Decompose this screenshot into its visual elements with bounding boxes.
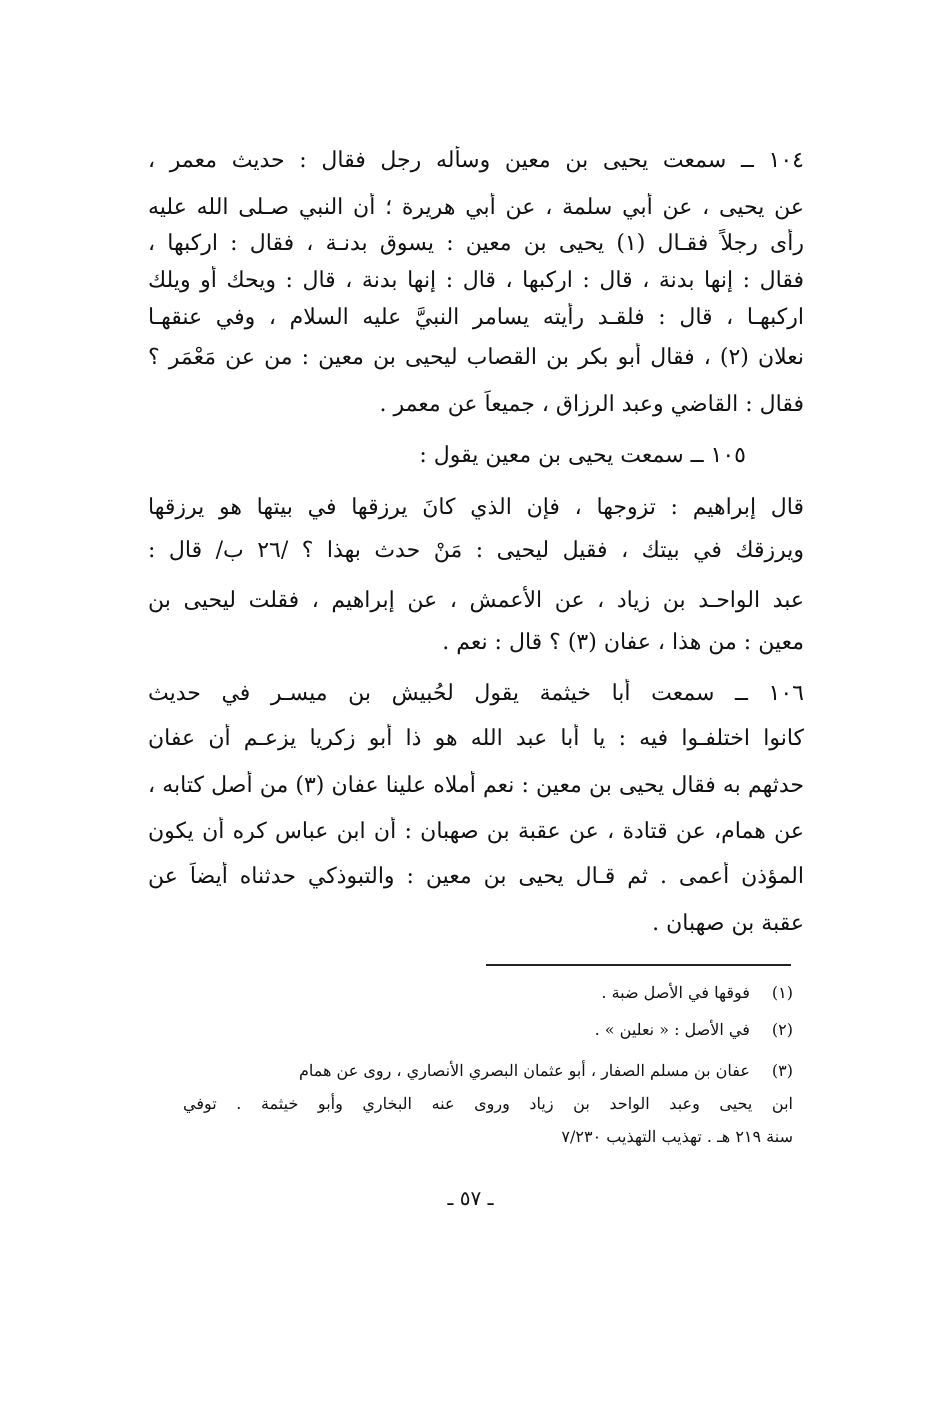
footnote-1 (143, 982, 793, 1004)
text-line: عبد الواحـد بن زياد ، عن الأعمش ، عن إبراهيم ، فقلت ليحيى بن (148, 588, 804, 613)
footnote-number: (١) (771, 983, 793, 1002)
text-line: معين : من هذا ، عفان (٣) ؟ قال : نعم . (442, 630, 804, 655)
main-text (148, 0, 804, 960)
text-line: كانوا اختلفـوا فيه : يا أبا عبد الله هو ذا أبو زكريا يزعـم أن عفان (148, 726, 804, 751)
text-line: اركبهـا ، قال : فلقـد رأيته يسامر النبيَّ عليه السلام ، وفي عنقهـا (148, 305, 804, 330)
text-line: ١٠٦ ــ سمعت أبا خيثمة يقول لحُبيش بن ميسـر في حديث (148, 681, 804, 706)
text-line: ١٠٤ ــ سمعت يحيى بن معين وسأله رجل فقال : حديث معمر ، (148, 148, 804, 173)
text-line: رأى رجلاً فقـال (١) يحيى بن معين : يسوق بدنـة ، فقال : اركبها ، (148, 231, 804, 256)
footnote-number: (٣) (771, 1061, 793, 1080)
footnote-2 (143, 1019, 793, 1041)
footnote-text: في الأصل : « نعلين » . (594, 1020, 750, 1039)
footnote-3 (143, 1060, 793, 1082)
text-line: المؤذن أعمى . ثم قـال يحيى بن معين : والتبوذكي حدثناه أيضاً عن (148, 864, 804, 889)
text-line: عن همام، عن قتادة ، عن عقبة بن صهبان : أن ابن عباس كره أن يكون (148, 819, 804, 844)
text-line: عن يحيى ، عن أبي سلمة ، عن أبي هريرة ؛ أن النبي صـلى الله عليه (148, 195, 804, 220)
footnote-divider (486, 964, 791, 966)
text-line: عقبة بن صهبان . (652, 911, 804, 936)
footnote-number: (٢) (771, 1020, 793, 1039)
footnote-text: ابن يحيى وعبد الواحد بن زياد وروى عنه البخاري وأبو خيثمة . توفي (183, 1094, 793, 1113)
text-line: حدثهم به فقال يحيى بن معين : نعم أملاه علينا عفان (٣) من أصل كتابه ، (148, 773, 804, 798)
text-line: فقال : القاضي وعبد الرزاق ، جميعاً عن معمر . (379, 392, 804, 417)
paragraph-heading: ١٠٥ ــ سمعت يحيى بن معين يقول : (419, 443, 746, 468)
text-line: نعلان (٢) ، فقال أبو بكر بن القصاب ليحيى بن معين : من عن مَعْمَر ؟ (148, 345, 804, 370)
footnote-text: فوقها في الأصل ضبة . (601, 983, 750, 1002)
text-line: ويرزقك في بيتك ، فقيل ليحيى : مَنْ حدث بهذا ؟ /٢٦ ب/ قال : (148, 538, 804, 563)
page-number: ـ ٥٧ ـ (447, 1186, 494, 1210)
text-line: فقال : إنها بدنة ، قال : اركبها ، قال : إنها بدنة ، قال : ويحك أو ويلك (148, 268, 804, 293)
footnote-text: عفان بن مسلم الصفار ، أبو عثمان البصري الأنصاري ، روى عن همام (298, 1061, 750, 1080)
footnote-text: سنة ٢١٩ هـ . تهذيب التهذيب ٧/٢٣٠ (561, 1127, 793, 1146)
text-line: قال إبراهيم : تزوجها ، فإن الذي كانَ يرزقها في بيتها هو يرزقها (148, 495, 804, 520)
